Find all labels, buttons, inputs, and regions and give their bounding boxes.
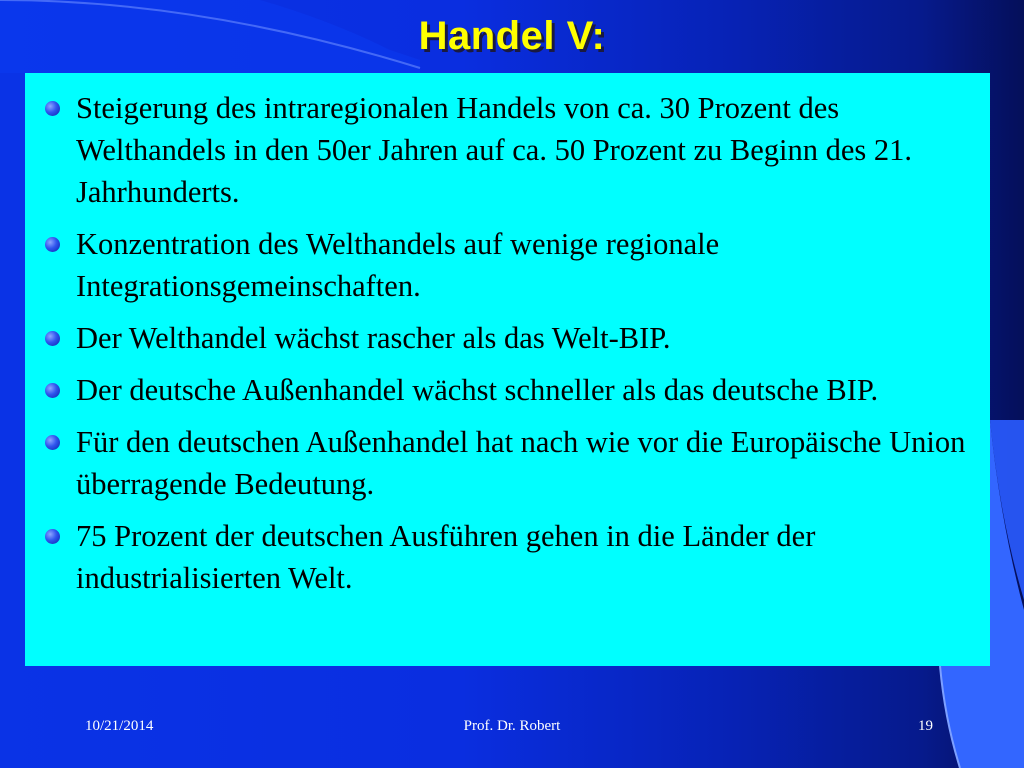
slide-title: Handel V: (418, 14, 606, 58)
list-item (45, 515, 970, 599)
bullet-text: Konzentration des Welthandels auf wenige regionale Integrationsgemeinschaften. (76, 227, 720, 303)
content-box (25, 73, 990, 666)
footer-author: Prof. Dr. Robert (463, 718, 561, 734)
bullet-icon (45, 331, 60, 346)
bullet-icon (45, 529, 60, 544)
bullet-list (45, 87, 970, 599)
bullet-text: Steigerung des intraregionalen Handels von ca. 30 Prozent des Welthandels in den 50er Jahren auf ca. 50 Prozent zu Beginn des 21. Jahrhunderts. (76, 91, 913, 209)
bullet-icon (45, 101, 60, 116)
footer-date: 10/21/2014 (85, 718, 154, 734)
list-item (45, 421, 970, 505)
list-item (45, 317, 970, 359)
list-item (45, 87, 970, 213)
bullet-text: Der Welthandel wächst rascher als das Welt-BIP. (76, 321, 671, 355)
bullet-icon (45, 237, 60, 252)
bullet-icon (45, 383, 60, 398)
bullet-text: 75 Prozent der deutschen Ausführen gehen in die Länder der industrialisierten Welt. (76, 519, 816, 595)
bullet-text: Für den deutschen Außenhandel hat nach wie vor die Europäische Union überragende Bedeutung. (76, 425, 966, 501)
list-item (45, 369, 970, 411)
list-item (45, 223, 970, 307)
bullet-text: Der deutsche Außenhandel wächst schneller als das deutsche BIP. (76, 373, 879, 407)
bullet-icon (45, 435, 60, 450)
footer-page-number: 19 (918, 718, 933, 734)
